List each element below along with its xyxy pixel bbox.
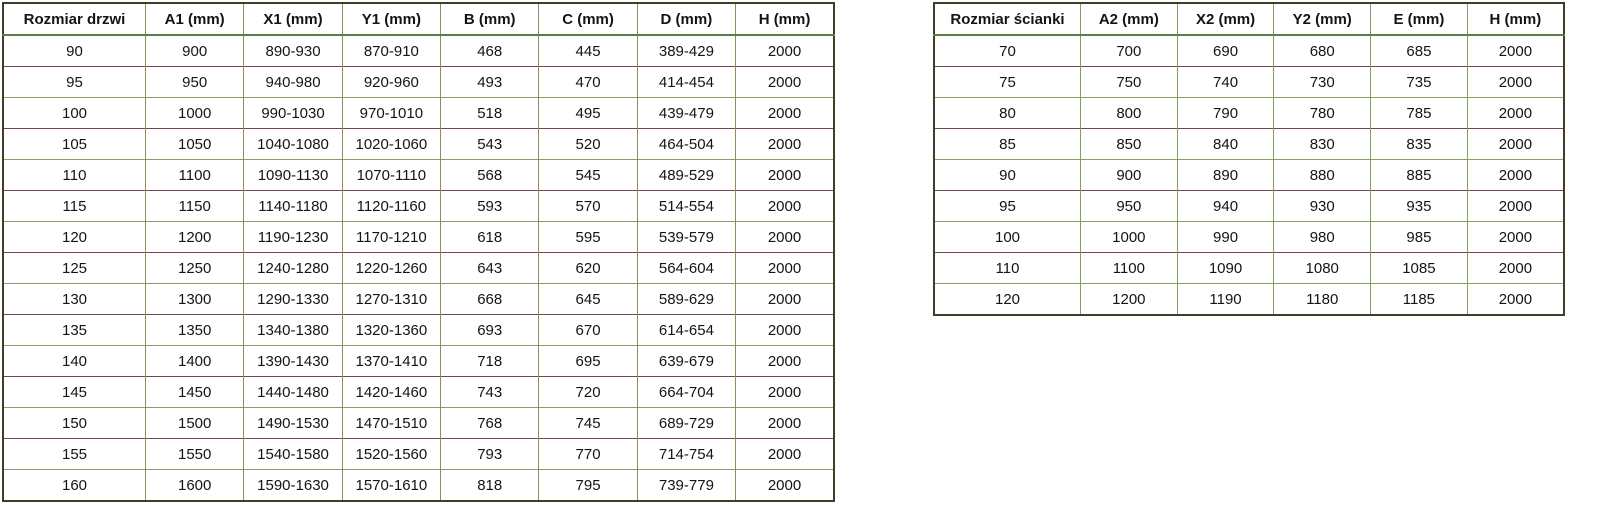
- table-cell: 2000: [736, 129, 834, 160]
- table-cell: 1350: [146, 315, 244, 346]
- table-cell: 570: [539, 191, 637, 222]
- table-cell: 2000: [1467, 98, 1564, 129]
- table-cell: 130: [61, 290, 88, 308]
- table-cell: 920-960: [342, 67, 440, 98]
- header-row: [934, 3, 1564, 35]
- table-cell: 618: [441, 222, 539, 253]
- table-cell: 990-1030: [244, 98, 342, 129]
- table-cell: 1020-1060: [342, 129, 440, 160]
- table-cell: 1170-1210: [342, 222, 440, 253]
- table-cell: 818: [441, 470, 539, 502]
- table-cell: 520: [539, 129, 637, 160]
- table-cell: 2000: [1467, 129, 1564, 160]
- table-cell: 1040-1080: [244, 129, 342, 160]
- table-cell: 514-554: [637, 191, 735, 222]
- table-cell: 1090: [1177, 253, 1274, 284]
- table-cell: 95: [66, 73, 83, 91]
- table-cell: 2000: [736, 470, 834, 502]
- table-cell: 568: [441, 160, 539, 191]
- table-row: [934, 222, 1564, 253]
- table-row: [934, 67, 1564, 98]
- table-cell: 740: [1177, 67, 1274, 98]
- header-cell: E (mm): [1371, 3, 1468, 35]
- table-cell: 100: [61, 104, 88, 122]
- table-cell: 495: [539, 98, 637, 129]
- table-cell: 2000: [736, 315, 834, 346]
- table-cell: 680: [1274, 35, 1371, 67]
- table-cell: 1450: [146, 377, 244, 408]
- table-cell: 2000: [1467, 253, 1564, 284]
- table-cell: 770: [539, 439, 637, 470]
- table-cell: 589-629: [637, 284, 735, 315]
- table-cell: 115: [62, 197, 87, 215]
- table-cell: 493: [441, 67, 539, 98]
- table-cell: 1050: [146, 129, 244, 160]
- table-cell: 1420-1460: [342, 377, 440, 408]
- table-cell: 2000: [736, 408, 834, 439]
- table-cell: 1100: [146, 160, 244, 191]
- table-row: [934, 160, 1564, 191]
- table-cell: 690: [1177, 35, 1274, 67]
- table-cell: 1550: [146, 439, 244, 470]
- table-row: [3, 284, 834, 315]
- table-cell: 1185: [1371, 284, 1468, 316]
- table-cell: 1390-1430: [244, 346, 342, 377]
- table-cell: 464-504: [637, 129, 735, 160]
- table-cell: 745: [539, 408, 637, 439]
- header-cell: C (mm): [539, 3, 637, 35]
- table-cell: 1470-1510: [342, 408, 440, 439]
- table-cell: 685: [1371, 35, 1468, 67]
- table-cell: 545: [539, 160, 637, 191]
- table-cell: 940-980: [244, 67, 342, 98]
- table-cell: 439-479: [637, 98, 735, 129]
- table-row: [3, 35, 834, 67]
- table-cell: 539-579: [637, 222, 735, 253]
- header-cell: A1 (mm): [146, 3, 244, 35]
- table-cell: 785: [1371, 98, 1468, 129]
- table-cell: 1000: [1081, 222, 1178, 253]
- table-cell: 414-454: [637, 67, 735, 98]
- table-cell: 718: [441, 346, 539, 377]
- table-cell: 870-910: [342, 35, 440, 67]
- table-cell: 1190-1230: [244, 222, 342, 253]
- header-row: [3, 3, 834, 35]
- table-cell: 470: [539, 67, 637, 98]
- table-cell: 1370-1410: [342, 346, 440, 377]
- table-cell: 120: [994, 290, 1021, 308]
- header-cell: D (mm): [637, 3, 735, 35]
- table-cell: 2000: [736, 160, 834, 191]
- table-row: [3, 377, 834, 408]
- table-cell: 850: [1081, 129, 1178, 160]
- table-cell: 1070-1110: [342, 160, 440, 191]
- table-cell: 2000: [736, 191, 834, 222]
- table-cell: 670: [539, 315, 637, 346]
- table-cell: 830: [1274, 129, 1371, 160]
- table-cell: 693: [441, 315, 539, 346]
- table-row: [934, 191, 1564, 222]
- table-cell: 1290-1330: [244, 284, 342, 315]
- table-row: [3, 129, 834, 160]
- table-cell: 780: [1274, 98, 1371, 129]
- table-row: [934, 98, 1564, 129]
- header-cell: Rozmiar ścianki: [950, 10, 1065, 28]
- table-cell: 125: [61, 259, 88, 277]
- table-cell: 1320-1360: [342, 315, 440, 346]
- table-cell: 1250: [146, 253, 244, 284]
- table-cell: 2000: [1467, 35, 1564, 67]
- table-cell: 468: [441, 35, 539, 67]
- table-cell: 1120-1160: [342, 191, 440, 222]
- table-cell: 739-779: [637, 470, 735, 502]
- table-cell: 145: [61, 383, 88, 401]
- table-cell: 595: [539, 222, 637, 253]
- table-cell: 100: [994, 228, 1021, 246]
- table-cell: 643: [441, 253, 539, 284]
- header-cell: A2 (mm): [1081, 3, 1178, 35]
- table-cell: 1540-1580: [244, 439, 342, 470]
- table-cell: 1085: [1371, 253, 1468, 284]
- table-cell: 160: [61, 476, 88, 494]
- table-cell: 700: [1081, 35, 1178, 67]
- table-cell: 1000: [146, 98, 244, 129]
- table-cell: 1340-1380: [244, 315, 342, 346]
- table-cell: 518: [441, 98, 539, 129]
- table-cell: 743: [441, 377, 539, 408]
- table-cell: 1490-1530: [244, 408, 342, 439]
- table-cell: 85: [999, 135, 1016, 153]
- table-cell: 990: [1177, 222, 1274, 253]
- header-cell: H (mm): [1467, 3, 1564, 35]
- header-cell: X1 (mm): [244, 3, 342, 35]
- table-cell: 543: [441, 129, 539, 160]
- table-cell: 95: [999, 197, 1016, 215]
- table-cell: 720: [539, 377, 637, 408]
- header-cell: H (mm): [736, 3, 834, 35]
- table-cell: 90: [66, 42, 83, 60]
- table-cell: 689-729: [637, 408, 735, 439]
- table-cell: 489-529: [637, 160, 735, 191]
- wall-size-table: [933, 2, 1565, 316]
- table-cell: 695: [539, 346, 637, 377]
- header-cell: Rozmiar drzwi: [23, 10, 126, 28]
- table-cell: 2000: [736, 284, 834, 315]
- table-cell: 2000: [1467, 284, 1564, 316]
- table-cell: 835: [1371, 129, 1468, 160]
- table-cell: 135: [61, 321, 88, 339]
- table-row: [3, 253, 834, 284]
- table-cell: 645: [539, 284, 637, 315]
- table-row: [934, 129, 1564, 160]
- table-cell: 793: [441, 439, 539, 470]
- table-cell: 1100: [1081, 253, 1178, 284]
- table-cell: 750: [1081, 67, 1178, 98]
- table-cell: 950: [146, 67, 244, 98]
- table-cell: 70: [999, 42, 1016, 60]
- table-cell: 2000: [1467, 67, 1564, 98]
- table-row: [934, 253, 1564, 284]
- table-cell: 1400: [146, 346, 244, 377]
- table-cell: 940: [1177, 191, 1274, 222]
- table-cell: 1080: [1274, 253, 1371, 284]
- table-cell: 2000: [736, 377, 834, 408]
- table-cell: 110: [995, 259, 1020, 277]
- table-cell: 768: [441, 408, 539, 439]
- table-cell: 389-429: [637, 35, 735, 67]
- table-row: [3, 98, 834, 129]
- table-cell: 985: [1371, 222, 1468, 253]
- table-cell: 790: [1177, 98, 1274, 129]
- table-row: [3, 315, 834, 346]
- table-cell: 900: [1081, 160, 1178, 191]
- table-cell: 1300: [146, 284, 244, 315]
- table-cell: 614-654: [637, 315, 735, 346]
- table-cell: 1090-1130: [244, 160, 342, 191]
- table-cell: 900: [146, 35, 244, 67]
- table-cell: 90: [999, 166, 1016, 184]
- table-cell: 980: [1274, 222, 1371, 253]
- table-row: [3, 160, 834, 191]
- table-cell: 880: [1274, 160, 1371, 191]
- table-cell: 593: [441, 191, 539, 222]
- header-cell: Y1 (mm): [342, 3, 440, 35]
- table-cell: 668: [441, 284, 539, 315]
- table-cell: 2000: [736, 253, 834, 284]
- table-cell: 1140-1180: [244, 191, 342, 222]
- table-cell: 885: [1371, 160, 1468, 191]
- table-cell: 1500: [146, 408, 244, 439]
- table-cell: 800: [1081, 98, 1178, 129]
- table-row: [3, 222, 834, 253]
- table-cell: 1600: [146, 470, 244, 502]
- table-cell: 930: [1274, 191, 1371, 222]
- table-cell: 155: [61, 445, 88, 463]
- table-cell: 1200: [1081, 284, 1178, 316]
- table-cell: 2000: [736, 346, 834, 377]
- table-cell: 620: [539, 253, 637, 284]
- table-cell: 1150: [146, 191, 244, 222]
- table-cell: 1180: [1274, 284, 1371, 316]
- table-cell: 950: [1081, 191, 1178, 222]
- table-cell: 735: [1371, 67, 1468, 98]
- table-row: [3, 408, 834, 439]
- table-row: [3, 67, 834, 98]
- table-cell: 714-754: [637, 439, 735, 470]
- table-cell: 1220-1260: [342, 253, 440, 284]
- table-cell: 639-679: [637, 346, 735, 377]
- table-cell: 2000: [736, 67, 834, 98]
- table-cell: 664-704: [637, 377, 735, 408]
- table-cell: 110: [62, 166, 87, 184]
- table-cell: 1440-1480: [244, 377, 342, 408]
- table-cell: 140: [61, 352, 88, 370]
- table-row: [3, 470, 834, 502]
- table-cell: 1240-1280: [244, 253, 342, 284]
- table-cell: 2000: [736, 98, 834, 129]
- table-cell: 150: [61, 414, 88, 432]
- table-cell: 970-1010: [342, 98, 440, 129]
- table-cell: 1190: [1177, 284, 1274, 316]
- table-cell: 1520-1560: [342, 439, 440, 470]
- table-cell: 2000: [1467, 222, 1564, 253]
- table-cell: 2000: [1467, 191, 1564, 222]
- table-row: [934, 35, 1564, 67]
- table-cell: 445: [539, 35, 637, 67]
- table-cell: 80: [999, 104, 1016, 122]
- header-cell: X2 (mm): [1177, 3, 1274, 35]
- table-cell: 1590-1630: [244, 470, 342, 502]
- header-cell: Y2 (mm): [1274, 3, 1371, 35]
- door-size-table: [2, 2, 835, 502]
- table-cell: 1200: [146, 222, 244, 253]
- table-cell: 840: [1177, 129, 1274, 160]
- table-row: [3, 346, 834, 377]
- table-cell: 2000: [736, 222, 834, 253]
- table-cell: 1570-1610: [342, 470, 440, 502]
- table-cell: 564-604: [637, 253, 735, 284]
- table-cell: 935: [1371, 191, 1468, 222]
- table-cell: 75: [999, 73, 1016, 91]
- table-cell: 1270-1310: [342, 284, 440, 315]
- table-row: [3, 439, 834, 470]
- table-cell: 890-930: [244, 35, 342, 67]
- table-cell: 2000: [736, 439, 834, 470]
- table-cell: 795: [539, 470, 637, 502]
- table-cell: 120: [61, 228, 88, 246]
- table-cell: 2000: [1467, 160, 1564, 191]
- table-row: [3, 191, 834, 222]
- table-cell: 890: [1177, 160, 1274, 191]
- table-cell: 105: [61, 135, 88, 153]
- table-row: [934, 284, 1564, 316]
- header-cell: B (mm): [441, 3, 539, 35]
- table-cell: 730: [1274, 67, 1371, 98]
- table-cell: 2000: [736, 35, 834, 67]
